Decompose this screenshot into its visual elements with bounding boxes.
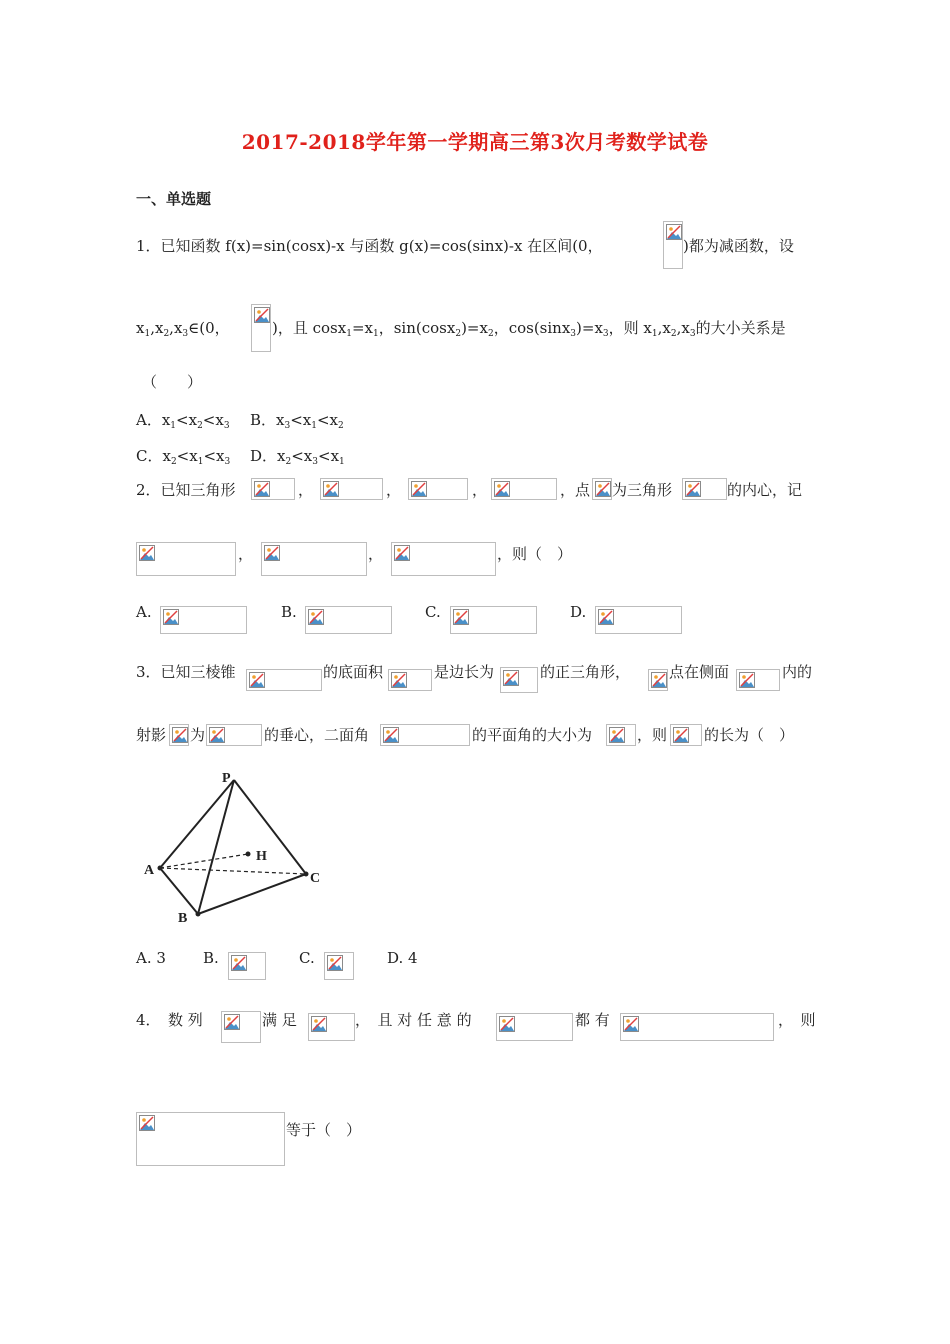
q3-text-9: 的垂心，二面角 bbox=[264, 726, 370, 744]
q3-text-10: 的平面角的大小为 bbox=[472, 726, 593, 744]
q3-text-6: 内的 bbox=[782, 663, 813, 681]
formula-image bbox=[136, 542, 236, 576]
point-h bbox=[246, 852, 251, 857]
formula-image bbox=[496, 1013, 573, 1041]
formula-image bbox=[251, 304, 271, 352]
broken-image-icon bbox=[499, 1016, 515, 1032]
broken-image-icon bbox=[673, 727, 689, 743]
q2-option-b-image[interactable] bbox=[305, 606, 392, 634]
formula-image bbox=[136, 1112, 285, 1166]
q3-option-d[interactable]: D. 4 bbox=[387, 949, 418, 967]
formula-image bbox=[388, 669, 432, 691]
q1-option-b[interactable]: B．$x_3<x_1<x_2$ bbox=[250, 411, 344, 431]
broken-image-icon bbox=[172, 727, 188, 743]
q2-comma: ， bbox=[298, 481, 314, 499]
formula-image bbox=[221, 1011, 261, 1043]
q2-option-b-label[interactable]: B. bbox=[281, 603, 297, 621]
q3-text-3: 是边长为 bbox=[434, 663, 495, 681]
point-b bbox=[196, 912, 201, 917]
formula-image bbox=[606, 724, 636, 746]
broken-image-icon bbox=[503, 670, 519, 686]
q2-comma: ， bbox=[386, 481, 402, 499]
segment-ah bbox=[160, 854, 248, 868]
q3-text-7: 射影 bbox=[136, 726, 167, 744]
page-title: 2017-2018学年第一学期高三第3次月考数学试卷 bbox=[241, 130, 709, 154]
q3-option-b-label[interactable]: B. bbox=[203, 949, 219, 967]
q1-paren: （ ） bbox=[142, 373, 203, 391]
formula-image bbox=[408, 478, 468, 500]
broken-image-icon bbox=[163, 609, 179, 625]
formula-image bbox=[246, 669, 322, 691]
broken-image-icon bbox=[623, 1016, 639, 1032]
broken-image-icon bbox=[609, 727, 625, 743]
broken-image-icon bbox=[494, 481, 510, 497]
edge-ac bbox=[160, 868, 306, 874]
q3-text-12: 的长为（ ） bbox=[704, 726, 795, 744]
q1-option-d[interactable]: D．$x_2<x_3<x_1$ bbox=[250, 447, 345, 467]
q1-line2-rest: )，且 $\cos x_1=x_1$，$\sin(\cos x_2)=x_2$，$\cos(\sin x_3)=x_3$，则 $x_1,x_2,x_3$的大小关系是 bbox=[272, 319, 786, 339]
q3-text-8: 为 bbox=[190, 726, 206, 744]
broken-image-icon bbox=[254, 481, 270, 497]
q1-option-c[interactable]: C．$x_2<x_1<x_3$ bbox=[136, 447, 231, 467]
broken-image-icon bbox=[311, 1016, 327, 1032]
broken-image-icon bbox=[394, 545, 410, 561]
q4-text-3: ， 且 对 任 意 的 bbox=[355, 1011, 472, 1029]
formula-image bbox=[736, 669, 780, 691]
broken-image-icon bbox=[739, 672, 755, 688]
broken-image-icon bbox=[209, 727, 225, 743]
q3-text-11: ，则 bbox=[637, 726, 668, 744]
edge-bc bbox=[198, 874, 306, 914]
q2-option-a-label[interactable]: A. bbox=[136, 603, 152, 621]
broken-image-icon bbox=[139, 545, 155, 561]
broken-image-icon bbox=[264, 545, 280, 561]
formula-image bbox=[670, 724, 702, 746]
broken-image-icon bbox=[249, 672, 265, 688]
label-h: H bbox=[256, 849, 267, 864]
edge-ab bbox=[160, 868, 198, 914]
q4-text-6: 等于（ ） bbox=[286, 1121, 362, 1139]
formula-image bbox=[391, 542, 496, 576]
formula-image bbox=[380, 724, 470, 746]
q1-text-1: 1．已知函数 f(x)=sin(cosx)-x 与函数 g(x)=cos(sinx)-x 在区间(0， bbox=[136, 237, 603, 255]
formula-image bbox=[308, 1013, 355, 1041]
q2-option-d-label[interactable]: D. bbox=[570, 603, 587, 621]
q4-text-4: 都 有 bbox=[575, 1011, 610, 1029]
broken-image-icon bbox=[308, 609, 324, 625]
label-b: B bbox=[178, 911, 188, 926]
formula-image bbox=[592, 478, 612, 500]
formula-image bbox=[320, 478, 383, 500]
q2-text-1: 2．已知三角形 bbox=[136, 481, 236, 499]
q1-line1 bbox=[136, 236, 603, 256]
q3-text-4: 的正三角形， bbox=[540, 663, 631, 681]
broken-image-icon bbox=[323, 481, 339, 497]
q4-text-5: ， 则 bbox=[778, 1011, 816, 1029]
q3-option-c-label[interactable]: C. bbox=[299, 949, 315, 967]
broken-image-icon bbox=[685, 481, 701, 497]
q2-option-d-image[interactable] bbox=[595, 606, 682, 634]
q1-text-2: )都为减函数，设 bbox=[683, 237, 794, 255]
label-a: A bbox=[144, 863, 155, 878]
q3-text-1: 3．已知三棱锥 bbox=[136, 663, 236, 681]
section-heading: 一、单选题 bbox=[136, 190, 212, 208]
formula-image bbox=[169, 724, 189, 746]
formula-image bbox=[261, 542, 367, 576]
q2-comma: ， bbox=[238, 545, 254, 563]
broken-image-icon bbox=[224, 1014, 240, 1030]
edge-pc bbox=[234, 780, 306, 874]
broken-image-icon bbox=[254, 307, 270, 323]
broken-image-icon bbox=[231, 955, 247, 971]
point-a bbox=[158, 866, 163, 871]
q2-text-dian: ，点 bbox=[560, 481, 591, 499]
label-c: C bbox=[310, 871, 321, 886]
q2-text-neixin: 的内心，记 bbox=[727, 481, 803, 499]
q2-text-wei: 为三角形 bbox=[612, 481, 673, 499]
broken-image-icon bbox=[666, 224, 682, 240]
broken-image-icon bbox=[391, 672, 407, 688]
q1-line2: $x_1,x_2,x_3\in(0$， bbox=[136, 319, 230, 339]
label-p: P bbox=[222, 771, 231, 786]
q3-text-5: 点在侧面 bbox=[669, 663, 730, 681]
broken-image-icon bbox=[651, 672, 667, 688]
broken-image-icon bbox=[327, 955, 343, 971]
q4-text-1: 4． 数 列 bbox=[136, 1011, 203, 1029]
formula-image bbox=[682, 478, 727, 500]
formula-image bbox=[500, 667, 538, 693]
q2-option-a-image[interactable] bbox=[160, 606, 247, 634]
formula-image bbox=[663, 221, 683, 269]
point-c bbox=[304, 872, 309, 877]
broken-image-icon bbox=[598, 609, 614, 625]
q2-text-ze: ，则（ ） bbox=[497, 545, 573, 563]
q3-option-c-image[interactable] bbox=[324, 952, 354, 980]
broken-image-icon bbox=[453, 609, 469, 625]
q3-text-2: 的底面积 bbox=[323, 663, 384, 681]
q2-comma: ， bbox=[472, 481, 488, 499]
q2-comma: ， bbox=[368, 545, 384, 563]
broken-image-icon bbox=[595, 481, 611, 497]
q1-option-a[interactable]: A．$x_1<x_2<x_3$ bbox=[136, 411, 230, 431]
broken-image-icon bbox=[411, 481, 427, 497]
formula-image bbox=[251, 478, 295, 500]
q4-text-2: 满 足 bbox=[262, 1011, 297, 1029]
q2-option-c-label[interactable]: C. bbox=[425, 603, 441, 621]
broken-image-icon bbox=[383, 727, 399, 743]
formula-image bbox=[620, 1013, 774, 1041]
tetrahedron-figure bbox=[136, 766, 336, 926]
formula-image bbox=[491, 478, 557, 500]
broken-image-icon bbox=[139, 1115, 155, 1131]
q2-option-c-image[interactable] bbox=[450, 606, 537, 634]
formula-image bbox=[648, 669, 668, 691]
formula-image bbox=[206, 724, 262, 746]
q3-option-a[interactable]: A. 3 bbox=[136, 949, 166, 967]
q3-option-b-image[interactable] bbox=[228, 952, 266, 980]
